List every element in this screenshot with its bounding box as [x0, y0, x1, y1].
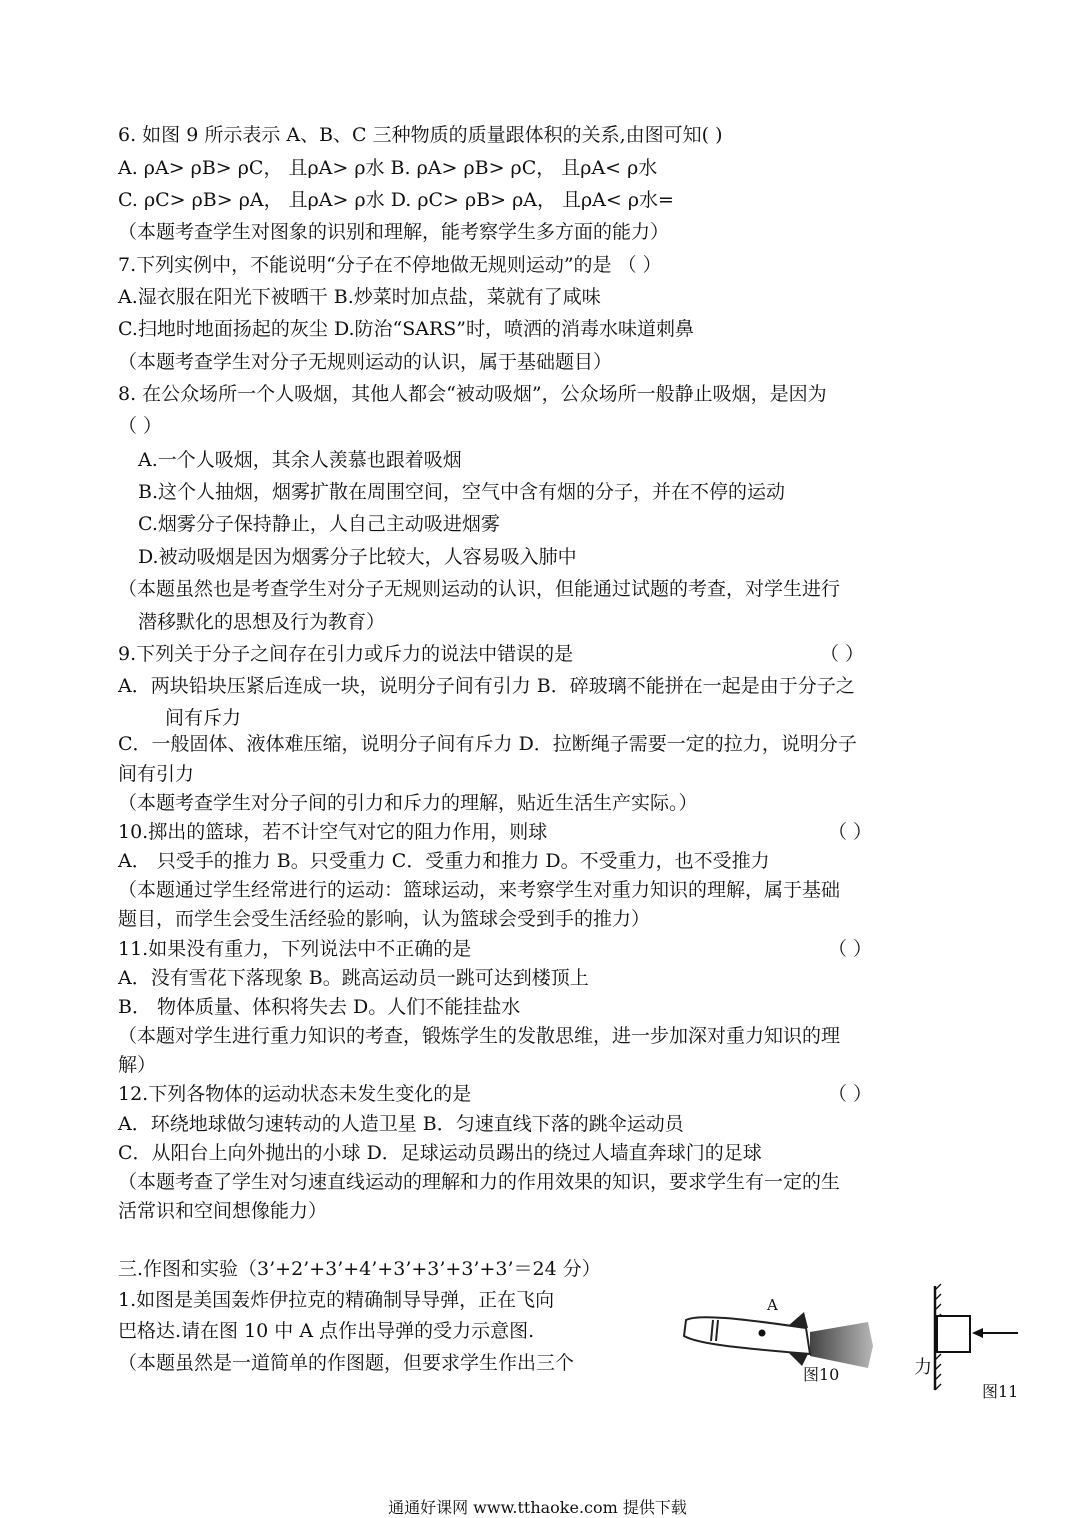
point-a-dot: [759, 1330, 766, 1337]
q9-options-cd-line1: C．一般固体、液体难压缩，说明分子间有斥力 D．拉断绳子需要一定的拉力，说明分子: [118, 733, 857, 755]
q7-options-cd: C.扫地时地面扬起的灰尘 D.防治“SARS”时，喷洒的消毒水味道刺鼻: [118, 318, 695, 340]
section3-title: 三.作图和实验（3’+2’+3’+4’+3’+3’+3’+3’＝24 分）: [118, 1258, 601, 1280]
section3-q1-line3: （本题虽然是一道简单的作图题，但要求学生作出三个: [118, 1352, 575, 1374]
q8-note-line1: （本题虽然也是考查学生对分子无规则运动的认识，但能通过试题的考查，对学生进行: [118, 578, 841, 600]
q12-note-line1: （本题考查了学生对匀速直线运动的理解和力的作用效果的知识，要求学生有一定的生: [118, 1171, 841, 1193]
q11-answer-paren: （ ）: [828, 938, 873, 960]
q7-options-ab: A.湿衣服在阳光下被晒干 B.炒菜时加点盐，菜就有了咸味: [118, 286, 601, 308]
q8-option-c: C.烟雾分子保持静止，人自己主动吸进烟雾: [138, 513, 500, 535]
q6-note: （本题考查学生对图象的识别和理解，能考察学生多方面的能力）: [118, 221, 670, 243]
q11-options-ab: A．没有雪花下落现象 B。跳高运动员一跳可达到楼顶上: [118, 967, 589, 989]
q7-note: （本题考查学生对分子无规则运动的认识，属于基础题目）: [118, 351, 613, 373]
q10-answer-paren: （ ）: [828, 821, 873, 843]
q10-options: A． 只受手的推力 B。只受重力 C．受重力和推力 D。不受重力，也不受推力: [118, 850, 770, 872]
q11-stem: 11.如果没有重力，下列说法中不正确的是: [118, 938, 472, 960]
q8-stem: 8. 在公众场所一个人吸烟，其他人都会“被动吸烟”，公众场所一般静止吸烟，是因为: [118, 383, 827, 405]
fig11-side-label: 力: [914, 1357, 932, 1378]
section3-q1-line1: 1.如图是美国轰炸伊拉克的精确制导导弹，正在飞向: [118, 1289, 555, 1311]
footer-credit: 通通好课网 www.tthaoke.com 提供下载: [388, 1498, 687, 1517]
q12-options-ab: A．环绕地球做匀速转动的人造卫星 B．匀速直线下落的跳伞运动员: [118, 1113, 684, 1135]
q10-note-line2: 题目，而学生会受生活经验的影响，认为篮球会受到手的推力）: [118, 908, 651, 930]
q9-stem: 9.下列关于分子之间存在引力或斥力的说法中错误的是: [118, 643, 574, 665]
fig10-caption: 图10: [803, 1365, 840, 1384]
q7-stem: 7.下列实例中，不能说明“分子在不停地做无规则运动”的是 （ ）: [118, 254, 662, 276]
q9-options-ab-line2: 间有斥力: [165, 707, 242, 729]
q6-options-ab: A. ρA> ρB> ρC， 且ρA> ρ水 B. ρA> ρB> ρC， 且ρA< ρ水: [118, 157, 658, 179]
q10-note-line1: （本题通过学生经常进行的运动：篮球运动，来考察学生对重力知识的理解，属于基础: [118, 879, 841, 901]
q9-options-ab-line1: A．两块铅块压紧后连成一块，说明分子间有引力 B．碎玻璃不能拼在一起是由于分子之: [118, 675, 855, 697]
q6-options-cd: C. ρC> ρB> ρA， 且ρA> ρ水 D. ρC> ρB> ρA， 且ρA< ρ水=: [118, 189, 674, 211]
q12-note-line2: 活常识和空间想像能力）: [118, 1200, 328, 1222]
q9-answer-paren: （ ）: [820, 643, 865, 665]
fig11-caption: 图11: [982, 1382, 1019, 1401]
missile-figure: [678, 1308, 878, 1378]
q11-note-line2: 解）: [118, 1054, 157, 1076]
q12-options-cd: C．从阳台上向外抛出的小球 D．足球运动员踢出的绕过人墙直奔球门的足球: [118, 1142, 762, 1164]
q8-option-a: A.一个人吸烟，其余人羡慕也跟着吸烟: [138, 449, 462, 471]
q8-answer-paren: （ ）: [118, 415, 163, 437]
missile-tail-fin: [788, 1312, 808, 1328]
q8-note-line2: 潜移默化的思想及行为教育）: [138, 611, 386, 633]
missile-body: [684, 1317, 810, 1354]
point-a-label: A: [767, 1296, 778, 1314]
section3-q1-line2: 巴格达.请在图 10 中 A 点作出导弹的受力示意图.: [118, 1320, 535, 1342]
block: [937, 1316, 970, 1352]
q10-stem: 10.掷出的篮球，若不计空气对它的阻力作用，则球: [118, 821, 548, 843]
q12-stem: 12.下列各物体的运动状态未发生变化的是: [118, 1083, 472, 1105]
q8-option-d: D.被动吸烟是因为烟雾分子比较大，人容易吸入肺中: [138, 546, 577, 568]
q8-option-b: B.这个人抽烟，烟雾扩散在周围空间，空气中含有烟的分子，并在不停的运动: [138, 481, 786, 503]
q12-answer-paren: （ ）: [828, 1083, 873, 1105]
q11-note-line1: （本题对学生进行重力知识的考查，锻炼学生的发散思维，进一步加深对重力知识的理: [118, 1025, 841, 1047]
q9-note: （本题考查学生对分子间的引力和斥力的理解，贴近生活生产实际。）: [118, 792, 698, 814]
q9-options-cd-line2: 间有引力: [118, 763, 195, 785]
force-arrowhead: [972, 1328, 983, 1338]
q6-stem: 6. 如图 9 所示表示 A、B、C 三种物质的质量跟体积的关系,由图可知( ): [118, 124, 723, 146]
q11-options-cd: B． 物体质量、体积将失去 D。人们不能挂盐水: [118, 996, 521, 1018]
